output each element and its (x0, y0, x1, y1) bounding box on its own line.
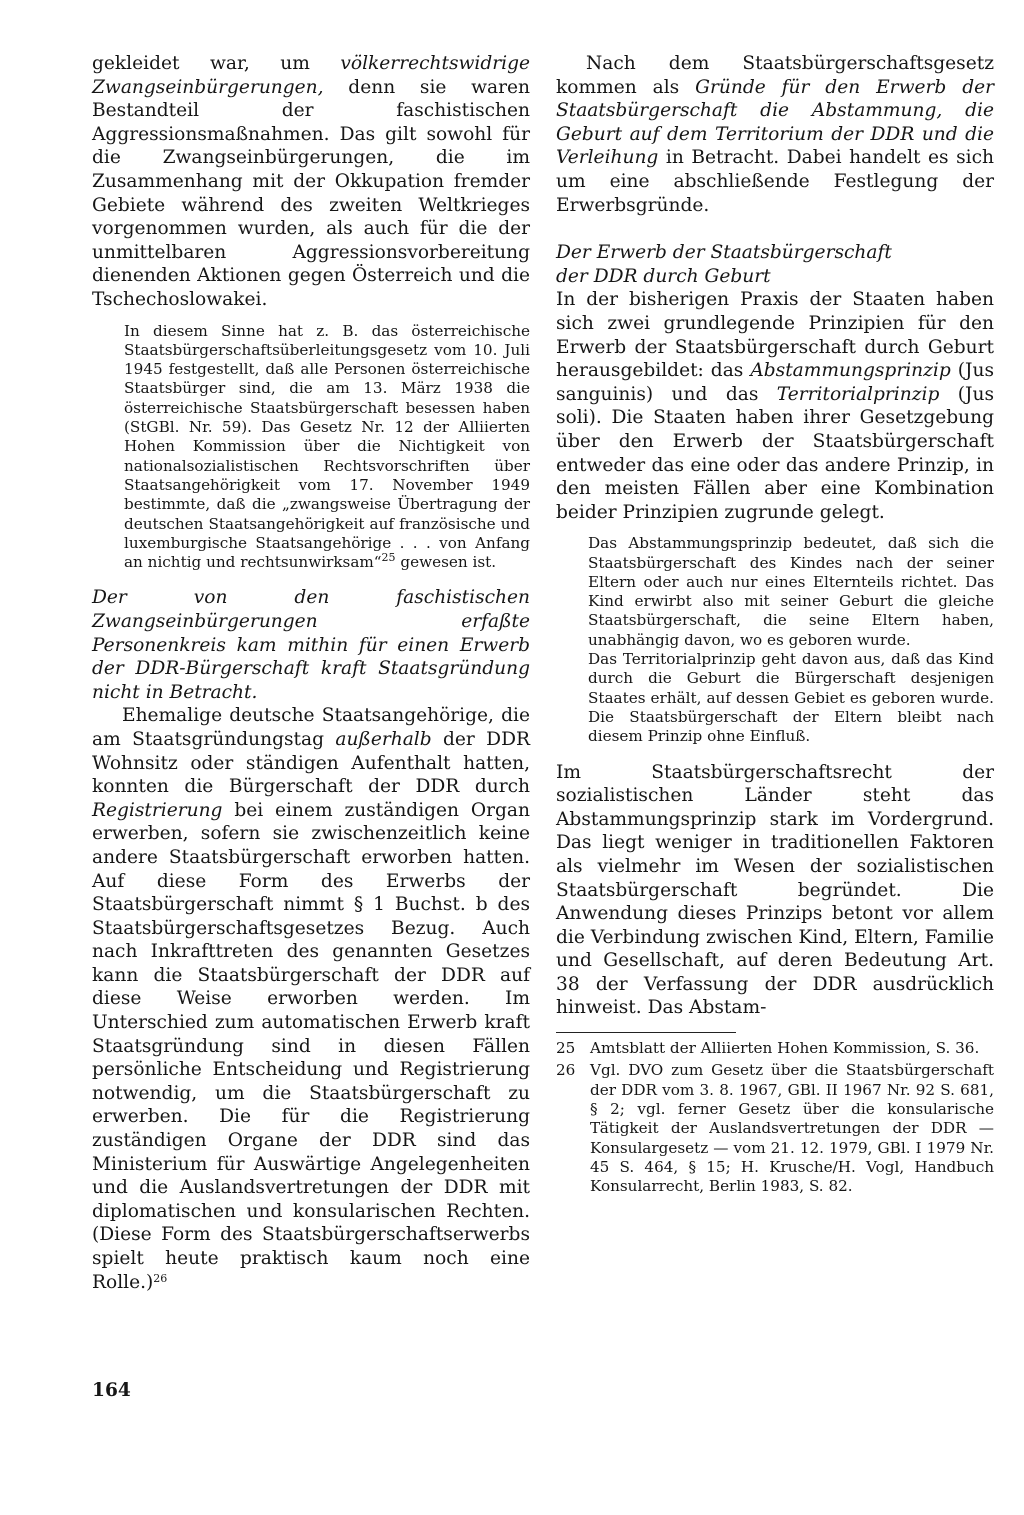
text-run: Ehemalige deutsche Staatsangehörige, die am Staatsgründungstag (92, 705, 530, 750)
text-run: In der bisherigen Praxis der Staaten haben sich zwei grundlegende Prinzipien für den Erwerb der Staatsbürgerschaft durch Geburt herausgebildet: das (556, 289, 994, 382)
footnote-text: Amtsblatt der Alliierten Hohen Kommission, S. 36. (590, 1039, 980, 1058)
text-run: der DDR Wohnsitz oder ständigen Aufenthalt hatten, konnten die Bürgerschaft der DDR durch (92, 728, 531, 798)
emphasis-text: völkerrechtswidrige Zwangseinbürgerungen, (92, 53, 530, 98)
paragraph (556, 288, 994, 524)
section-heading-line: der DDR durch Geburt (556, 265, 771, 287)
paragraph (92, 52, 530, 312)
paragraph (556, 52, 994, 217)
footnote-text: Vgl. DVO zum Gesetz über die Staatsbürgerschaft der DDR vom 3. 8. 1967, GBl. II 1967 Nr. 92 S. 681, § 2; vgl. ferner Gesetz über die konsularische Tätigkeit der Auslandsvertretungen der DDR — Konsulargesetz — vom 21. 12. 1979, GBl. I 1979 Nr. 45 S. 464, § 15; H. Krusche/H. Vogl, Handbuch Konsularrecht, Berlin 1983, S. 82. (590, 1061, 994, 1196)
quote-paragraph: Das Territorialprinzip geht davon aus, daß das Kind durch die Geburt die Bürgerschaft desjenigen Staates erhält, auf dessen Gebiet es geboren wurde. Die Staatsbürgerschaft der Eltern bleibt nach diesem Prinzip ohne Einfluß. (588, 650, 994, 746)
emphasis-text: Gründe für den Erwerb der Staatsbürgerschaft die Abstammung, die Geburt auf dem Territorium der DDR und die Verleihung (556, 76, 994, 169)
emphasis-text: Territorialprinzip (776, 383, 940, 405)
footnote-ref: 26 (153, 1271, 168, 1285)
section-heading (556, 241, 994, 288)
right-column (556, 52, 994, 1199)
paragraph (92, 704, 530, 1294)
quote-paragraph: Das Abstammungsprinzip bedeutet, daß sich die Staatsbürgerschaft des Kindes nach der seiner Eltern oder auch nur eines Elternteils richtet. Das Kind erwirbt also mit seiner Geburt die gleiche Staatsbürgerschaft, die seine Eltern haben, unabhängig davon, wo es geboren wurde. (588, 534, 994, 649)
text-run: in Betracht. Dabei handelt es sich um eine abschließende Festlegung der Erwerbsgründe. (556, 147, 994, 216)
block-quote (92, 322, 530, 573)
emphasis-text: Abstammungsprinzip (750, 360, 951, 382)
footnote-number: 25 (556, 1039, 576, 1058)
footnotes (556, 1039, 994, 1196)
left-column (92, 52, 530, 1294)
text-run: (Jus soli). Die Staaten haben ihrer Gesetzgebung über den Erwerb der Staatsbürgerschaft entweder das eine oder das andere Prinzip, in den meisten Fällen aber eine Kombination beider Prinzipien zugrunde gelegt. (556, 383, 994, 523)
page-number: 164 (92, 1380, 131, 1401)
footnote (556, 1039, 994, 1058)
text-run: (Jus sanguinis) und das (556, 360, 994, 405)
emphasis-paragraph: Der von den faschistischen Zwangseinbürgerungen erfaßte Personenkreis kam mithin für einen Erwerb der DDR-Bürgerschaft kraft Staatsgründung nicht in Betracht. (92, 587, 530, 703)
text-run: Nach dem Staatsbürgerschaftsgesetz kommen als (556, 53, 994, 98)
text-run: gekleidet war, um (92, 53, 341, 74)
footnote (556, 1061, 994, 1196)
text-run: In diesem Sinne hat z. B. das österreichische Staatsbürgerschaftsüberleitungsgesetz vom 10. Juli 1945 festgestellt, daß alle Personen österreichische Staatsbürger sind, die am 13. März 1938 die österreichische Staatsbürgerschaft besessen haben (StGBl. Nr. 59). Das Gesetz Nr. 12 der Alliierten Hohen Kommission über die Nichtigkeit von nationalsozialistischen Rechtsvorschriften über Staatsangehörigkeit vom 17. November 1949 bestimmte, daß die „zwangsweise Übertragung der deutschen Staatsangehörigkeit auf französische und luxemburgische Staatsangehörige . . . von Anfang an nichtig und rechtsunwirksam“ (124, 321, 530, 572)
block-quote (556, 534, 994, 746)
section-heading-line: Der Erwerb der Staatsbürgerschaft (556, 242, 892, 264)
text-run: bei einem zuständigen Organ erwerben, sofern sie zwischenzeitlich keine andere Staatsbürgerschaft erworben hatten. Auf diese Form des Erwerbs der Staatsbürgerschaft nimmt § 1 Buchst. b des Staatsbürgerschaftsgesetzes Bezug. Auch nach Inkrafttreten des genannten Gesetzes kann die Staatsbürgerschaft der DDR auf diese Weise erworben werden. Im Unterschied zum automatischen Erwerb kraft Staatsgründung sind in diesen Fällen persönliche Entscheidung und Registrierung notwendig, um die Staatsbürgerschaft zu erwerben. Die für die Registrierung zuständigen Organe der DDR sind das Ministerium für Auswärtige Angelegenheiten und die Auslandsvertretungen der DDR mit diplomatischen und konsularischen Rechten. (Diese Form des Staatsbürgerschaftserwerbs spielt heute praktisch kaum noch eine Rolle.) (92, 799, 530, 1293)
text-run: denn sie waren Bestandteil der faschistischen Aggressionsmaßnahmen. Das gilt sowohl für die Zwangseinbürgerungen, die im Zusammenhang mit der Okkupation fremder Gebiete während des zweiten Weltkrieges vorgenommen wurden, als auch für die der unmittelbaren Aggressionsvorbereitung dienenden Aktionen gegen Österreich und die Tschechoslowakei. (92, 76, 530, 310)
paragraph: Im Staatsbürgerschaftsrecht der sozialistischen Länder steht das Abstammungsprinzip stark im Vordergrund. Das liegt weniger in traditionellen Faktoren als vielmehr im Wesen der sozialistischen Staatsbürgerschaft begründet. Die Anwendung dieses Prinzips betont vor allem die Verbindung zwischen Kind, Eltern, Familie und Gesellschaft, auf deren Bedeutung Art. 38 der Verfassung der DDR ausdrücklich hinweist. Das Abstam- (556, 761, 994, 1019)
emphasis-text: außerhalb (335, 728, 432, 750)
text-run: gewesen ist. (395, 553, 497, 572)
footnote-ref: 25 (381, 551, 396, 565)
quote-paragraph (124, 322, 530, 573)
footnote-number: 26 (556, 1061, 576, 1080)
footnote-divider (556, 1032, 736, 1033)
emphasis-text: Registrierung (92, 799, 223, 821)
